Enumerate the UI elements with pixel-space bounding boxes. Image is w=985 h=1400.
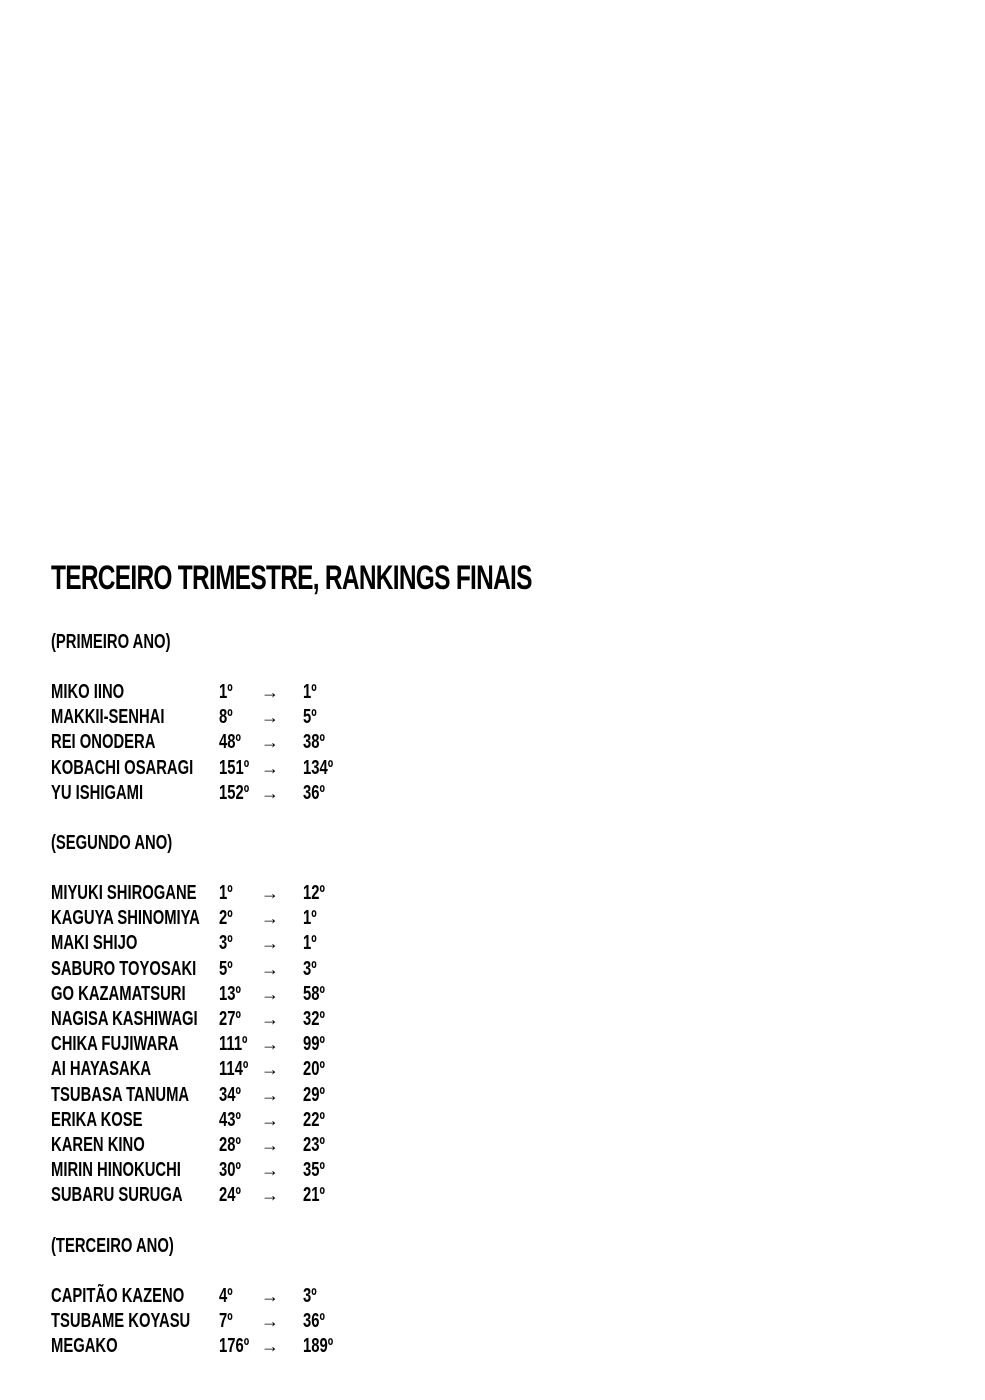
previous-rank: 7º bbox=[219, 1310, 233, 1333]
arrow-right-icon: → bbox=[261, 682, 279, 702]
student-name: SABURO TOYOSAKI bbox=[51, 957, 197, 980]
previous-rank: 111º bbox=[219, 1033, 248, 1056]
arrow-right-icon: → bbox=[261, 1311, 279, 1332]
ranking-list bbox=[51, 1284, 334, 1360]
student-name: MIYUKI SHIROGANE bbox=[51, 882, 197, 904]
ranking-row bbox=[51, 680, 317, 705]
ranking-row bbox=[51, 1007, 325, 1032]
final-rank: 32º bbox=[303, 1007, 325, 1030]
previous-rank: 2º bbox=[219, 907, 233, 930]
arrow-right-icon: → bbox=[261, 1084, 279, 1105]
final-rank: 189º bbox=[303, 1335, 334, 1358]
ranking-row bbox=[51, 705, 317, 730]
ranking-row bbox=[51, 931, 317, 956]
section-third-year bbox=[51, 1234, 334, 1360]
previous-rank: 1º bbox=[219, 681, 233, 703]
ranking-row bbox=[51, 730, 325, 755]
student-name: NAGISA KASHIWAGI bbox=[51, 1007, 198, 1030]
arrow-right-icon: → bbox=[261, 1160, 279, 1181]
final-rank: 21º bbox=[303, 1184, 325, 1207]
ranking-row bbox=[51, 1133, 325, 1158]
final-rank: 35º bbox=[303, 1159, 325, 1182]
final-rank: 134º bbox=[303, 756, 334, 779]
previous-rank: 30º bbox=[219, 1159, 241, 1182]
student-name: TSUBASA TANUMA bbox=[51, 1083, 190, 1106]
student-name: GO KAZAMATSURI bbox=[51, 982, 186, 1005]
arrow-right-icon: → bbox=[261, 1134, 279, 1155]
previous-rank: 3º bbox=[219, 932, 233, 955]
arrow-right-icon: → bbox=[261, 983, 279, 1004]
previous-rank: 151º bbox=[219, 756, 250, 779]
student-name: SUBARU SURUGA bbox=[51, 1184, 183, 1207]
arrow-right-icon: → bbox=[261, 757, 279, 778]
ranking-row bbox=[51, 1057, 325, 1082]
previous-rank: 43º bbox=[219, 1108, 241, 1131]
student-name: MEGAKO bbox=[51, 1335, 118, 1358]
final-rank: 36º bbox=[303, 1310, 325, 1333]
ranking-row bbox=[51, 756, 334, 781]
student-name: CHIKA FUJIWARA bbox=[51, 1033, 179, 1056]
ranking-row bbox=[51, 1284, 317, 1309]
final-rank: 22º bbox=[303, 1108, 325, 1131]
ranking-row bbox=[51, 1032, 325, 1057]
ranking-row bbox=[51, 1108, 325, 1133]
arrow-right-icon: → bbox=[261, 1059, 279, 1080]
previous-rank: 34º bbox=[219, 1083, 241, 1106]
arrow-right-icon: → bbox=[261, 1185, 279, 1206]
arrow-right-icon: → bbox=[261, 1336, 279, 1357]
ranking-row bbox=[51, 906, 317, 931]
student-name: REI ONODERA bbox=[51, 731, 156, 754]
final-rank: 23º bbox=[303, 1133, 325, 1156]
ranking-row bbox=[51, 982, 325, 1007]
final-rank: 1º bbox=[303, 907, 317, 930]
student-name: KAGUYA SHINOMIYA bbox=[51, 907, 200, 930]
arrow-right-icon: → bbox=[261, 1034, 279, 1055]
ranking-row bbox=[51, 1083, 325, 1108]
previous-rank: 4º bbox=[219, 1285, 233, 1307]
section-first-year bbox=[51, 630, 334, 806]
final-rank: 5º bbox=[303, 706, 317, 729]
student-name: MIKO IINO bbox=[51, 681, 125, 703]
final-rank: 12º bbox=[303, 882, 325, 904]
previous-rank: 114º bbox=[219, 1058, 249, 1081]
ranking-row bbox=[51, 881, 325, 906]
arrow-right-icon: → bbox=[261, 883, 279, 903]
previous-rank: 28º bbox=[219, 1133, 241, 1156]
student-name: CAPITÃO KAZENO bbox=[51, 1285, 185, 1307]
arrow-right-icon: → bbox=[261, 1109, 279, 1130]
previous-rank: 152º bbox=[219, 781, 250, 804]
student-name: TSUBAME KOYASU bbox=[51, 1310, 191, 1333]
ranking-row bbox=[51, 957, 317, 982]
arrow-right-icon: → bbox=[261, 958, 279, 979]
previous-rank: 48º bbox=[219, 731, 241, 754]
arrow-right-icon: → bbox=[261, 908, 279, 929]
final-rank: 1º bbox=[303, 681, 317, 703]
ranking-row bbox=[51, 1158, 325, 1183]
ranking-row bbox=[51, 1309, 325, 1334]
section-header: (SEGUNDO ANO) bbox=[51, 832, 173, 854]
student-name: YU ISHIGAMI bbox=[51, 781, 144, 804]
student-name: ERIKA KOSE bbox=[51, 1108, 143, 1131]
arrow-right-icon: → bbox=[261, 707, 279, 728]
arrow-right-icon: → bbox=[261, 782, 279, 803]
final-rank: 38º bbox=[303, 731, 325, 754]
previous-rank: 5º bbox=[219, 957, 233, 980]
arrow-right-icon: → bbox=[261, 732, 279, 753]
page-title: TERCEIRO TRIMESTRE, RANKINGS FINAIS bbox=[51, 559, 532, 597]
previous-rank: 8º bbox=[219, 706, 233, 729]
previous-rank: 27º bbox=[219, 1007, 241, 1030]
student-name: KAREN KINO bbox=[51, 1133, 145, 1156]
final-rank: 3º bbox=[303, 1285, 317, 1307]
previous-rank: 176º bbox=[219, 1335, 250, 1358]
student-name: MAKI SHIJO bbox=[51, 932, 138, 955]
final-rank: 58º bbox=[303, 982, 325, 1005]
section-header: (TERCEIRO ANO) bbox=[51, 1235, 174, 1257]
ranking-row bbox=[51, 1334, 334, 1359]
final-rank: 36º bbox=[303, 781, 325, 804]
section-header: (PRIMEIRO ANO) bbox=[51, 631, 171, 653]
student-name: MAKKII-SENHAI bbox=[51, 706, 165, 729]
ranking-list bbox=[51, 881, 325, 1208]
previous-rank: 13º bbox=[219, 982, 241, 1005]
final-rank: 20º bbox=[303, 1058, 325, 1081]
student-name: KOBACHI OSARAGI bbox=[51, 756, 194, 779]
arrow-right-icon: → bbox=[261, 1286, 279, 1306]
ranking-row bbox=[51, 1183, 325, 1208]
final-rank: 3º bbox=[303, 957, 317, 980]
ranking-row bbox=[51, 781, 325, 806]
student-name: AI HAYASAKA bbox=[51, 1058, 152, 1081]
ranking-list bbox=[51, 680, 334, 806]
final-rank: 29º bbox=[303, 1083, 325, 1106]
previous-rank: 1º bbox=[219, 882, 233, 904]
previous-rank: 24º bbox=[219, 1184, 241, 1207]
arrow-right-icon: → bbox=[261, 933, 279, 954]
final-rank: 1º bbox=[303, 932, 317, 955]
student-name: MIRIN HINOKUCHI bbox=[51, 1159, 181, 1182]
final-rank: 99º bbox=[303, 1033, 325, 1056]
section-second-year bbox=[51, 831, 325, 1208]
arrow-right-icon: → bbox=[261, 1008, 279, 1029]
